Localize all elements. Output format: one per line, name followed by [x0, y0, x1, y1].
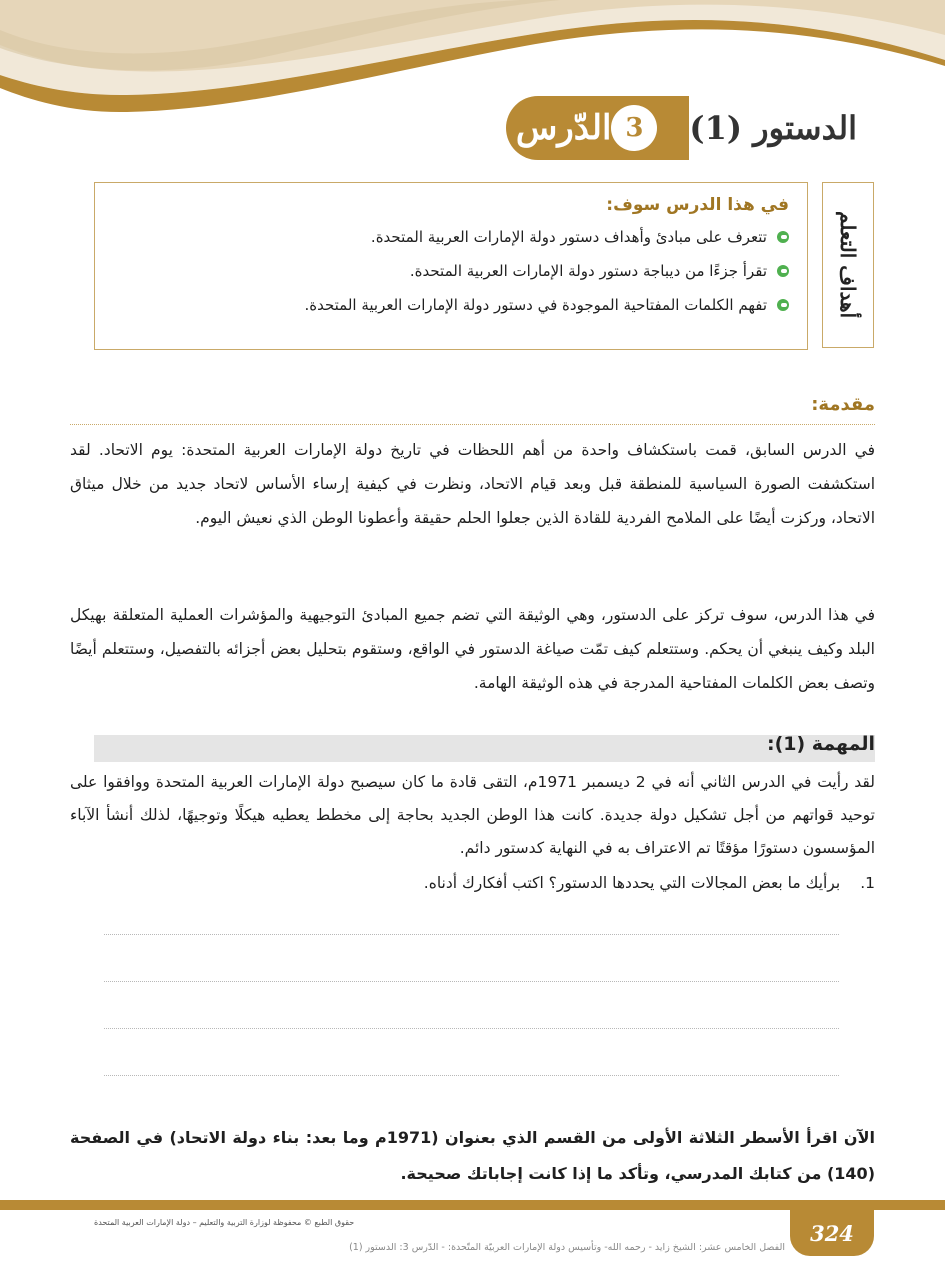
- green-bullet-icon: [777, 265, 789, 277]
- green-bullet-icon: [777, 299, 789, 311]
- answer-line-2[interactable]: [104, 981, 839, 982]
- intro-divider: [70, 424, 875, 425]
- objective-item: تفهم الكلمات المفتاحية الموجودة في دستور دولة الإمارات العربية المتحدة.: [113, 295, 789, 315]
- final-instruction: الآن اقرأ الأسطر الثلاثة الأولى من القسم الذي بعنوان (1971م وما بعد: بناء دولة الاتحاد) في الصفحة (140) من كتابك المدرسي، وتأكد ما إذا كانت إجاباتك صحيحة.: [70, 1128, 875, 1183]
- objectives-heading: في هذا الدرس سوف:: [606, 195, 789, 215]
- question-text: برأيك ما بعض المجالات التي يحددها الدستور؟ اكتب أفكارك أدناه.: [423, 874, 841, 892]
- objective-item: تقرأ جزءًا من ديباجة دستور دولة الإمارات العربية المتحدة.: [113, 261, 789, 281]
- lesson-badge: [506, 96, 690, 160]
- footer-bar: [0, 1200, 945, 1210]
- answer-line-1[interactable]: [104, 934, 839, 935]
- task-heading: المهمة (1):: [766, 733, 875, 755]
- task-heading-bar: [94, 735, 875, 762]
- lesson-title-banner: [506, 96, 875, 160]
- breadcrumb: الفصل الخامس عشر: الشيخ زايد - رحمه الله- وتأسيس دولة الإمارات العربيّة المتّحدة: - الدّرس 3: الدستور (1): [349, 1242, 785, 1253]
- copyright-notice: حقوق الطبع © محفوظة لوزارة التربية والتعليم – دولة الإمارات العربية المتحدة: [94, 1218, 355, 1227]
- lesson-word: الدّرس: [515, 108, 612, 148]
- answer-line-4[interactable]: [104, 1075, 839, 1076]
- page-number: 324: [790, 1210, 874, 1256]
- task-question: [70, 870, 875, 896]
- question-number: 1.: [860, 874, 875, 892]
- lesson-title: الدستور (1): [689, 109, 857, 147]
- answer-line-3[interactable]: [104, 1028, 839, 1029]
- objective-item: تتعرف على مبادئ وأهداف دستور دولة الإمارات العربية المتحدة.: [113, 227, 789, 247]
- lesson-number: 3: [611, 105, 657, 151]
- intro-paragraph-2: في هذا الدرس، سوف تركز على الدستور، وهي الوثيقة التي تضم جميع المبادئ التوجيهية والمؤشرات العملية المتعلقة بهيكل البلد وكيف ينبغي أن يحكم. وستتعلم كيف تمّت صياغة الدستور في الواقع، وستقوم بتحليل بعض أجزائه بالتفصيل، وستتعلم أيضًا وتصف بعض الكلمات المفتاحية المدرجة في هذه الوثيقة الهامة.: [70, 606, 875, 692]
- task-paragraph: لقد رأيت في الدرس الثاني أنه في 2 ديسمبر 1971م، التقى قادة ما كان سيصبح دولة الإمارات العربية المتحدة ووافقوا على توحيد قواتهم من أجل تشكيل دولة جديدة. كانت هذا الوطن الجديد بحاجة إلى مخطط يعطيه هيكلًا وتوجيهًا، لذلك أنشأ الآباء المؤسسون دستورًا مؤقتًا تم الاعتراف به في النهاية كدستور دائم.: [70, 773, 875, 857]
- intro-heading: مقدمة:: [811, 394, 875, 415]
- learning-objectives-label: أهداف التعلم: [822, 182, 874, 348]
- intro-paragraph-1: في الدرس السابق، قمت باستكشاف واحدة من أهم اللحظات في تاريخ دولة الإمارات العربية المتحدة: يوم الاتحاد. لقد استكشفت الصورة السياسية للمنطقة قبل وبعد قيام الاتحاد، ونظرت في كيفية إرساء الأساس لاتحاد جديد من خلال ميثاق الاتحاد، وركزت أيضًا على الملامح الفردية للقادة الذين جعلوا الحلم حقيقة وأعطونا الوطن الذي نعيش اليوم.: [70, 441, 875, 527]
- green-bullet-icon: [777, 231, 789, 243]
- learning-objectives-box: [94, 182, 808, 350]
